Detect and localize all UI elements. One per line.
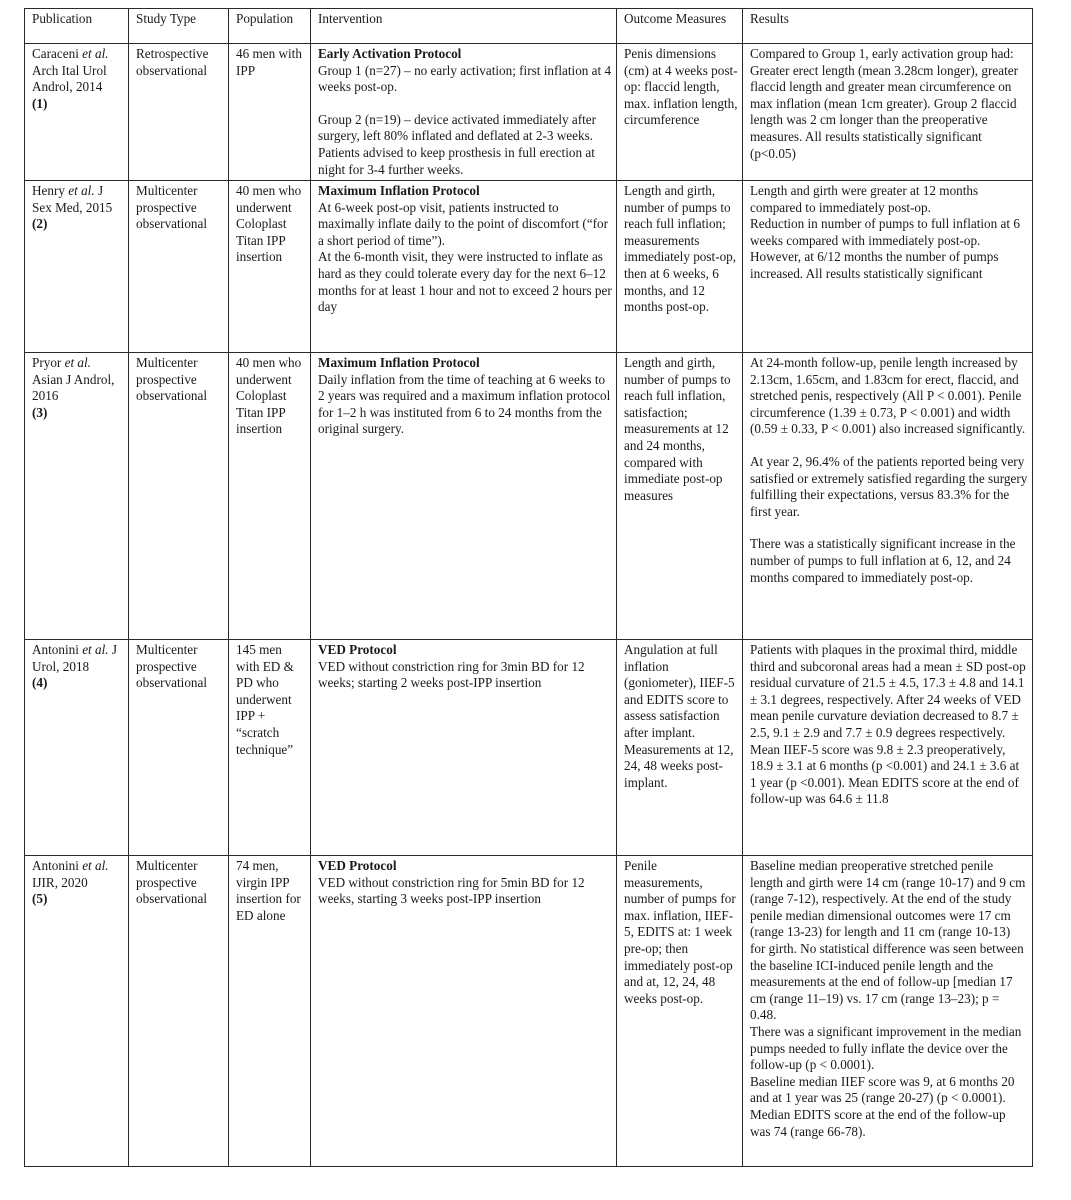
- results-text: There was a statistically significant increase in the number of pumps to full inflation at 6, 12, and 24 months compared to immediately post-op.: [750, 536, 1016, 585]
- table-row: [25, 640, 1033, 856]
- intervention-text: At 6-week post-op visit, patients instructed to maximally inflate daily to the point of discomfort (“for a short period of time”).: [318, 199, 609, 248]
- publication-cell: [25, 640, 129, 856]
- intervention-cell: [311, 856, 617, 1167]
- intervention-text: VED without constriction ring for 3min BD for 12 weeks; starting 2 weeks post-IPP insertion: [318, 658, 585, 691]
- results-cell: [743, 856, 1033, 1167]
- results-text: Baseline median preoperative stretched penile length and girth were 14 cm (range 10-17) and 9 cm (range 7-12), respectively. At the end of the study penile median dimensional outcomes were 17 cm (range 13-23) for length and 11 cm (range 10-13) for girth. No statistical difference was seen between the baseline ICI-induced penile length and the measurements at the end of follow-up [median 17 cm (range 11–19) vs. 17 cm (range 13–23); p = 0.48.: [750, 858, 1026, 1023]
- intervention-title: Maximum Inflation Protocol: [318, 355, 480, 370]
- results-text: At year 2, 96.4% of the patients reported being very satisfied or extremely satisfied regarding the surgery fulfilling their expectations, versus 83.3% for the first year.: [750, 453, 1028, 519]
- results-text: Compared to Group 1, early activation group had: Greater erect length (mean 3.28cm longer), greater flaccid length and greater mean circumference on max inflation (mean 1cm greater). Group 2 flaccid length was 2 cm longer than the preoperative measures. All results statistically significant (p<0.05): [750, 46, 1019, 161]
- population-cell: 46 men with IPP: [229, 44, 311, 181]
- intervention-title: Early Activation Protocol: [318, 46, 462, 61]
- pub-ref: (3): [32, 404, 48, 420]
- study-type-cell: Multicenter prospective observational: [129, 353, 229, 640]
- outcome-cell: Angulation at full inflation (goniometer), IIEF-5 and EDITS score to assess satisfaction after implant. Measurements at 12, 24, 48 weeks post-implant.: [617, 640, 743, 856]
- pub-etal: et al.: [68, 183, 95, 198]
- studies-table: [24, 8, 1033, 1167]
- intervention-cell: [311, 44, 617, 181]
- outcome-cell: Penile measurements, number of pumps for max. inflation, IIEF-5, EDITS at: 1 week pre-op; then immediately post-op and at, 12, 24, 48 weeks post-op.: [617, 856, 743, 1167]
- publication-cell: [25, 353, 129, 640]
- header-population: Population: [229, 9, 311, 44]
- results-text: Baseline median IIEF score was 9, at 6 months 20 and at 1 year was 25 (range 20-27) (p < 0.0001). Median EDITS score at the end of the follow-up was 74 (range 66-78).: [750, 1073, 1015, 1139]
- pub-ref: (5): [32, 891, 48, 907]
- intervention-text: Group 1 (n=27) – no early activation; first inflation at 4 weeks post-op.: [318, 62, 612, 95]
- publication-cell: [25, 856, 129, 1167]
- pub-authors: Antonini: [32, 642, 79, 657]
- intervention-text: Daily inflation from the time of teaching at 6 weeks to 2 years was required and a maximum inflation protocol for 1–2 h was instituted from 6 to 24 months from the original surgery.: [318, 371, 611, 437]
- pub-etal: et al.: [82, 642, 109, 657]
- population-cell: 40 men who underwent Coloplast Titan IPP insertion: [229, 181, 311, 353]
- intervention-title: VED Protocol: [318, 858, 397, 873]
- results-text: There was a significant improvement in the median pumps needed to fully inflate the device over the follow-up (p < 0.0001).: [750, 1023, 1022, 1073]
- intervention-text: VED without constriction ring for 5min BD for 12 weeks, starting 3 weeks post-IPP insertion: [318, 874, 585, 907]
- pub-journal: IJIR, 2020: [32, 874, 88, 890]
- table-row: [25, 181, 1033, 353]
- results-text: Reduction in number of pumps to full inflation at 6 weeks compared with immediately post-op. However, at 6/12 months the number of pumps increased. All results statistically significant: [750, 216, 1020, 281]
- pub-etal: et al.: [64, 355, 91, 370]
- pub-etal: et al.: [82, 858, 109, 873]
- study-type-cell: Multicenter prospective observational: [129, 856, 229, 1167]
- header-results: Results: [743, 9, 1033, 44]
- intervention-title: Maximum Inflation Protocol: [318, 183, 480, 198]
- outcome-cell: Penis dimensions (cm) at 4 weeks post-op: flaccid length, max. inflation length, circumference: [617, 44, 743, 181]
- pub-journal: J Sex Med, 2015: [32, 183, 113, 215]
- results-cell: [743, 353, 1033, 640]
- pub-ref: (4): [32, 675, 48, 691]
- intervention-cell: [311, 181, 617, 353]
- studies-table-page: [24, 8, 1032, 1167]
- population-cell: 74 men, virgin IPP insertion for ED alone: [229, 856, 311, 1167]
- table-row: [25, 44, 1033, 181]
- results-text: At 24-month follow-up, penile length increased by 2.13cm, 1.65cm, and 1.83cm for erect, flaccid, and stretched penis, respectively (All P < 0.001). Penile circumference (1.39 ± 0.73, P < 0.001) and width (0.59 ± 0.33, P < 0.001) also increased significantly.: [750, 355, 1026, 437]
- pub-authors: Antonini: [32, 858, 79, 873]
- results-cell: [743, 181, 1033, 353]
- pub-etal: et al.: [82, 46, 109, 61]
- pub-journal: Arch Ital Urol Androl, 2014: [32, 62, 107, 95]
- pub-authors: Pryor: [32, 355, 62, 370]
- results-text: Mean IIEF-5 score was 9.8 ± 2.3 preoperatively, 18.9 ± 3.1 at 6 months (p <0.001) and 24.1 ± 3.6 at 1 year (p <0.001). Mean EDITS score at the end of follow-up was 64.6 ± 11.8: [750, 741, 1020, 807]
- publication-cell: [25, 181, 129, 353]
- intervention-text: Group 2 (n=19) – device activated immediately after surgery, left 80% inflated and deflated at 2-3 weeks. Patients advised to keep prosthesis in full erection at night for 3-4 further weeks.: [318, 111, 597, 177]
- pub-ref: (1): [32, 95, 48, 111]
- study-type-cell: Retrospective observational: [129, 44, 229, 181]
- pub-authors: Caraceni: [32, 46, 79, 61]
- pub-journal: Asian J Androl, 2016: [32, 371, 115, 404]
- outcome-cell: Length and girth, number of pumps to reach full inflation; measurements immediately post-op, then at 6 weeks, 6 months, and 12 months post-op.: [617, 181, 743, 353]
- outcome-cell: Length and girth, number of pumps to reach full inflation, satisfaction; measurements at 12 and 24 months, compared with immediate post-op measures: [617, 353, 743, 640]
- pub-ref: (2): [32, 216, 48, 232]
- study-type-cell: Multicenter prospective observational: [129, 181, 229, 353]
- results-cell: [743, 640, 1033, 856]
- header-study-type: Study Type: [129, 9, 229, 44]
- population-cell: 40 men who underwent Coloplast Titan IPP insertion: [229, 353, 311, 640]
- results-text: Patients with plaques in the proximal third, middle third and subcoronal areas had a mean ± SD post-op residual curvature of 21.5 ± 4.5, 17.3 ± 4.8 and 14.1 ± 3.1 degrees, respectively. After 24 weeks of VED mean penile curvature deviation decreased to 8.7 ± 2.5, 9.1 ± 2.9 and 7.7 ± 0.9 degrees respectively.: [750, 642, 1026, 740]
- study-type-cell: Multicenter prospective observational: [129, 640, 229, 856]
- intervention-cell: [311, 353, 617, 640]
- header-outcome-measures: Outcome Measures: [617, 9, 743, 44]
- results-text: Length and girth were greater at 12 months compared to immediately post-op.: [750, 183, 979, 215]
- header-row: [25, 9, 1033, 44]
- header-intervention: Intervention: [311, 9, 617, 44]
- pub-authors: Henry: [32, 183, 65, 198]
- population-cell: 145 men with ED & PD who underwent IPP + “scratch technique”: [229, 640, 311, 856]
- table-row: [25, 856, 1033, 1167]
- results-cell: [743, 44, 1033, 181]
- table-row: [25, 353, 1033, 640]
- pub-journal: J Urol, 2018: [32, 642, 117, 674]
- intervention-text: At the 6-month visit, they were instructed to inflate as hard as they could tolerate every day for the next 6–12 months for at least 1 hour and not to exceed 2 hours per day: [318, 249, 612, 315]
- publication-cell: [25, 44, 129, 181]
- intervention-title: VED Protocol: [318, 642, 397, 657]
- intervention-cell: [311, 640, 617, 856]
- header-publication: Publication: [25, 9, 129, 44]
